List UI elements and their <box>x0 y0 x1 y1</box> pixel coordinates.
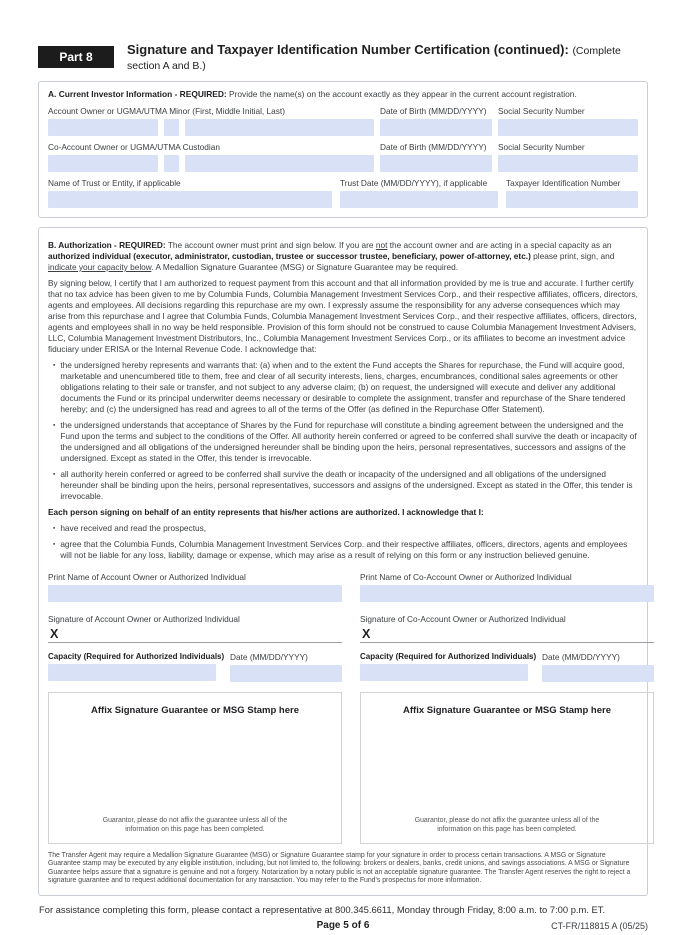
capacity-owner-label: Capacity (Required for Authorized Individuals) <box>48 652 225 661</box>
section-b-intro <box>48 240 638 273</box>
certification-paragraph: By signing below, I certify that I am authorized to request payment from this account and that all information provided by me is true and accurate. I further certify that no tax advice has been given to me by Columbia Funds, Columbia Management Investment Services Corp., and their respective affiliates, officers, directors, agents and employees. All decisions regarding this repurchase are my own. I expressly assume the responsibility for any adverse consequences which may arise from this repurchase and I agree that Columbia Funds, Columbia Management Investment Services Corp., and their respective affiliates, officers, directors, agents and employees shall in no way be held responsible. Provision of this form should not be construed to cause Columbia Management Investment Advisers, LLC, Columbia Management Investment Distributors, Inc., Columbia Management Investment Services Corp., or its affiliates to become an investment advice fiduciary under ERISA or the Internal Revenue Code. I acknowledge that: <box>48 278 638 354</box>
page-footer <box>38 920 648 935</box>
stamp-note-co-owner: Guarantor, please do not affix the guarantee unless all of the information on this page has been completed. <box>414 817 600 833</box>
section-b-heading-bold: B. Authorization - REQUIRED: <box>48 240 166 250</box>
print-name-owner-input[interactable] <box>48 585 342 602</box>
intro-run-5: please print, sign, and <box>530 251 615 261</box>
section-a-current-investor <box>38 81 648 218</box>
dob-label-2: Date of Birth (MM/DD/YYYY) <box>380 142 487 152</box>
trust-name-label: Name of Trust or Entity, if applicable <box>48 178 181 188</box>
co-account-owner-last-name-input[interactable] <box>185 155 374 172</box>
trust-date-label: Trust Date (MM/DD/YYYY), if applicable <box>340 178 488 188</box>
intro-run-authorized-individual-bold: authorized individual (executor, administrator, custodian, trustee or successor trustee, beneficiary, power of-attorney, etc.) <box>48 251 531 261</box>
section-a-heading-rest: Provide the name(s) on the account exactly as they appear in the current account registration. <box>229 89 577 99</box>
tin-input[interactable] <box>506 191 638 208</box>
capacity-date-row-owner <box>48 652 342 682</box>
print-name-co-owner-label: Print Name of Co-Account Owner or Authorized Individual <box>360 572 572 582</box>
capacity-owner-input[interactable] <box>48 664 216 681</box>
ssn-label-2: Social Security Number <box>498 142 585 152</box>
msg-stamp-box-owner <box>48 692 342 844</box>
acknowledgement-bullet-3: ▪ all authority herein conferred or agreed to be conferred shall survive the death or incapacity of the undersigned and all obligations of the undersigned hereunder shall be binding upon the heirs, personal representatives, successors and assigns of the undersigned. Except as stated in the Offer, this tender is irrevocable. <box>53 469 633 501</box>
print-name-owner-label: Print Name of Account Owner or Authorized Individual <box>48 572 246 582</box>
signature-column-co-owner <box>360 570 654 844</box>
section-b-authorization <box>38 227 648 896</box>
signature-owner-label: Signature of Account Owner or Authorized Individual <box>48 614 240 624</box>
form-code: CT-FR/118815 A (05/25) <box>551 920 648 931</box>
part-8-badge: Part 8 <box>38 46 114 68</box>
intro-run-capacity-underlined: indicate your capacity below <box>48 262 152 272</box>
capacity-co-owner-label: Capacity (Required for Authorized Individuals) <box>360 652 537 661</box>
signature-owner-line[interactable]: X <box>48 626 342 643</box>
signature-column-owner <box>48 570 342 844</box>
intro-run-not-underlined: not <box>375 240 388 250</box>
part-header <box>38 42 648 72</box>
date-co-owner-label: Date (MM/DD/YYYY) <box>542 652 620 662</box>
entity-bullet-1: ▪ have received and read the prospectus, <box>53 523 207 533</box>
capacity-date-row-co-owner <box>360 652 654 682</box>
print-name-co-owner-input[interactable] <box>360 585 654 602</box>
account-owner-label: Account Owner or UGMA/UTMA Minor (First, Middle Initial, Last) <box>48 106 285 116</box>
dob-label-1: Date of Birth (MM/DD/YYYY) <box>380 106 487 116</box>
stamp-title-owner: Affix Signature Guarantee or MSG Stamp here <box>91 705 299 716</box>
bullet-square-icon: ▪ <box>53 422 56 429</box>
account-owner-row <box>48 106 638 136</box>
part-title-block <box>127 42 648 72</box>
acknowledgement-bullet-2: ▪ the undersigned understands that acceptance of Shares by the Fund for repurchase will constitute a binding agreement between the undersigned and the Fund upon the terms and subject to the conditions of the Offer. All authority herein conferred or agreed to be conferred shall survive the death or incapacity of the undersigned and all obligations of the undersigned hereunder shall be binding upon the heirs, personal representatives, successors and assigns of the undersigned. Except as stated in the Offer, this tender is irrevocable. <box>53 420 637 463</box>
account-owner-first-name-input[interactable] <box>48 119 158 136</box>
stamp-note-owner: Guarantor, please do not affix the guarantee unless all of the information on this page has been completed. <box>102 817 288 833</box>
trust-date-input[interactable] <box>340 191 498 208</box>
account-owner-middle-initial-input[interactable] <box>164 119 179 136</box>
msg-stamp-box-co-owner <box>360 692 654 844</box>
stamp-title-co-owner: Affix Signature Guarantee or MSG Stamp here <box>403 705 611 716</box>
signature-co-owner-label: Signature of Co-Account Owner or Authorized Individual <box>360 614 566 624</box>
tin-label: Taxpayer Identification Number <box>506 178 621 188</box>
signature-co-owner-line[interactable]: X <box>360 626 654 643</box>
entity-representation-line: Each person signing on behalf of an entity represents that his/her actions are authorized. I acknowledge that I: <box>48 507 484 517</box>
page-title: Signature and Taxpayer Identification Number Certification (continued): <box>127 42 569 57</box>
assistance-line: For assistance completing this form, please contact a representative at 800.345.6611, Monday through Friday, 8:00 a.m. to 7:00 p.m. ET. <box>39 903 606 915</box>
page-number: Page 5 of 6 <box>316 919 370 931</box>
transfer-agent-fine-print: The Transfer Agent may require a Medallion Signature Guarantee (MSG) or Signature Guarantee stamp for your signature in order to process certain transactions. A MSG or Signature Guarantee stamp may be executed by any eligible institution, including, but not limited to, the following: brokers or dealers, banks, credit unions, and savings associations. A MSG or Signature Guarantee helps assure that a signature is genuine and not a forgery. Notarization by a notary public is not an acceptable signature guarantee. The Transfer Agent reserves the right to reject a signature guarantee and to request additional documentation for any transaction. You may refer to the Fund's prospectus for more information. <box>48 852 631 885</box>
date-owner-label: Date (MM/DD/YYYY) <box>230 652 308 662</box>
intro-run-1: The account owner must print and sign below. If you are <box>165 240 376 250</box>
signature-area <box>48 570 638 844</box>
acknowledgement-bullet-1: ▪ the undersigned hereby represents and warrants that: (a) when and to the extent the Fund accepts the Shares for repurchase, the Fund will acquire good, marketable and unencumbered title to them, free and clear of all security interests, liens, charges, encumbrances, conditional sales agreements or other obligations relating to their sale or transfer, and not subject to any adverse claim; (b) on request, the undersigned will execute and deliver any additional documents the Fund or its principal underwriter deems necessary or desirable to complete the assignment, transfer and repurchase of the Share tendered hereby; and (c) the undersigned has read and agrees to all of the terms of the Offer (as defined in the Repurchase Offer Statement). <box>53 360 626 414</box>
bullet-square-icon: ▪ <box>53 541 56 548</box>
section-a-heading <box>48 89 638 100</box>
entity-bullet-2: ▪ agree that the Columbia Funds, Columbia Management Investment Services Corp. and their respective affiliates, officers, directors, agents and employees will not be liable for any loss, liability, damage or expense, which may arise as a result of relying on this form or any instruction believed genuine. <box>53 539 628 560</box>
date-co-owner-input[interactable] <box>542 665 654 682</box>
bullet-square-icon: ▪ <box>53 471 56 478</box>
page-title-note: (Complete section A and B.) <box>127 45 621 72</box>
intro-run-7: . A Medallion Signature Guarantee (MSG) or Signature Guarantee may be required. <box>151 262 459 272</box>
section-a-heading-bold: A. Current Investor Information - REQUIRED: <box>48 89 227 99</box>
account-owner-ssn-input[interactable] <box>498 119 638 136</box>
intro-run-3: the account owner and are acting in a special capacity as an <box>387 240 612 250</box>
capacity-co-owner-input[interactable] <box>360 664 528 681</box>
account-owner-dob-input[interactable] <box>380 119 492 136</box>
trust-entity-row <box>48 178 638 208</box>
co-account-owner-dob-input[interactable] <box>380 155 492 172</box>
co-account-owner-middle-initial-input[interactable] <box>164 155 179 172</box>
co-account-owner-ssn-input[interactable] <box>498 155 638 172</box>
co-account-owner-row <box>48 142 638 172</box>
account-owner-last-name-input[interactable] <box>185 119 374 136</box>
date-owner-input[interactable] <box>230 665 342 682</box>
trust-name-input[interactable] <box>48 191 332 208</box>
bullet-square-icon: ▪ <box>53 362 56 369</box>
co-account-owner-label: Co-Account Owner or UGMA/UTMA Custodian <box>48 142 220 152</box>
co-account-owner-first-name-input[interactable] <box>48 155 158 172</box>
bullet-square-icon: ▪ <box>53 525 56 532</box>
ssn-label-1: Social Security Number <box>498 106 585 116</box>
